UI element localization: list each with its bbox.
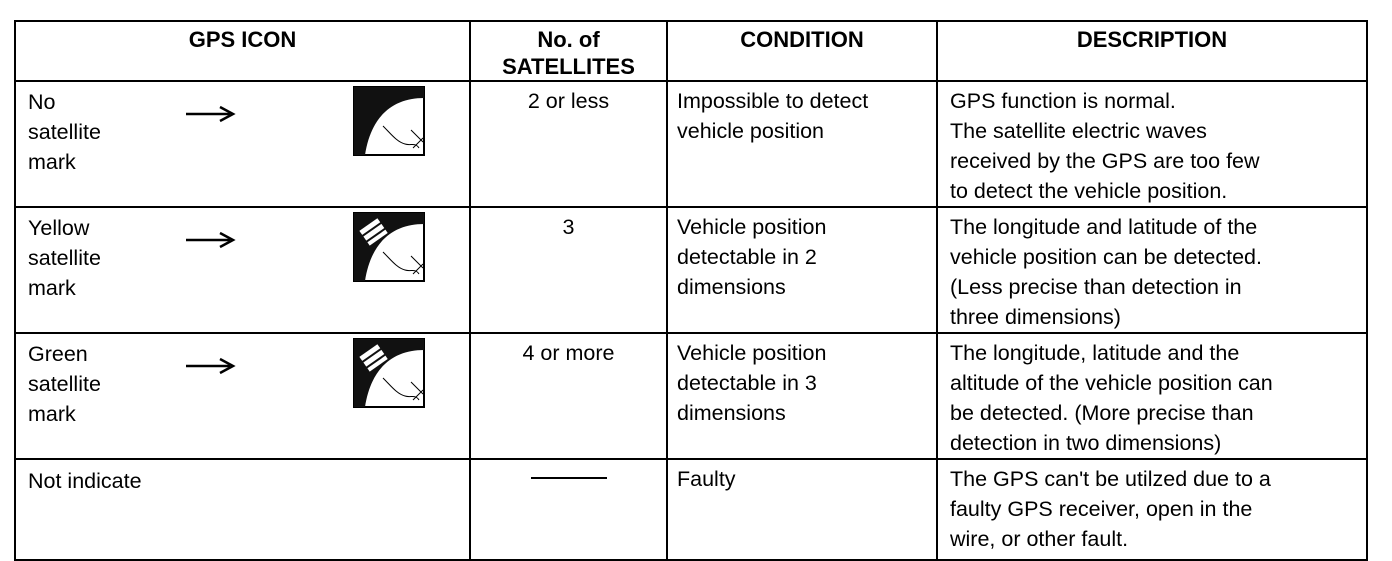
icon-label: No satellite mark xyxy=(28,90,101,174)
condition-cell: Faulty xyxy=(667,459,937,560)
gps-globe-no-satellite-icon xyxy=(353,86,425,156)
table-row xyxy=(15,459,1367,560)
icon-label: Yellow satellite mark xyxy=(28,216,101,300)
table-row xyxy=(15,333,1367,459)
gps-icon-cell xyxy=(15,81,470,207)
header-description: DESCRIPTION xyxy=(937,21,1367,81)
satellites-cell: 2 or less xyxy=(470,81,667,207)
gps-icon-cell xyxy=(15,459,470,560)
table-row xyxy=(15,81,1367,207)
condition-cell: Impossible to detect vehicle position xyxy=(667,81,937,207)
icon-label: Green satellite mark xyxy=(28,342,101,426)
description-cell: GPS function is normal. The satellite electric waves received by the GPS are too few to detect the vehicle position. xyxy=(937,81,1367,207)
gps-globe-green-satellite-icon xyxy=(353,338,425,408)
header-gps-icon: GPS ICON xyxy=(15,21,470,81)
condition-cell: Vehicle position detectable in 3 dimensions xyxy=(667,333,937,459)
satellites-cell: 4 or more xyxy=(470,333,667,459)
header-condition: CONDITION xyxy=(667,21,937,81)
right-arrow-icon xyxy=(184,356,236,376)
table-row xyxy=(15,207,1367,333)
dash-line xyxy=(531,477,607,479)
icon-label: Not indicate xyxy=(28,469,142,493)
description-cell: The longitude, latitude and the altitude of the vehicle position can be detected. (More precise than detection in two dimensions) xyxy=(937,333,1367,459)
header-no-of-satellites: No. of SATELLITES xyxy=(470,21,667,81)
description-cell: The GPS can't be utilzed due to a faulty GPS receiver, open in the wire, or other fault. xyxy=(937,459,1367,560)
satellites-cell xyxy=(470,459,667,560)
gps-globe-yellow-satellite-icon xyxy=(353,212,425,282)
gps-icon-cell xyxy=(15,207,470,333)
header-row xyxy=(15,21,1367,81)
gps-icon-cell xyxy=(15,333,470,459)
description-cell: The longitude and latitude of the vehicle position can be detected. (Less precise than detection in three dimensions) xyxy=(937,207,1367,333)
right-arrow-icon xyxy=(184,104,236,124)
right-arrow-icon xyxy=(184,230,236,250)
satellites-cell: 3 xyxy=(470,207,667,333)
gps-icon-table xyxy=(14,20,1368,561)
condition-cell: Vehicle position detectable in 2 dimensions xyxy=(667,207,937,333)
